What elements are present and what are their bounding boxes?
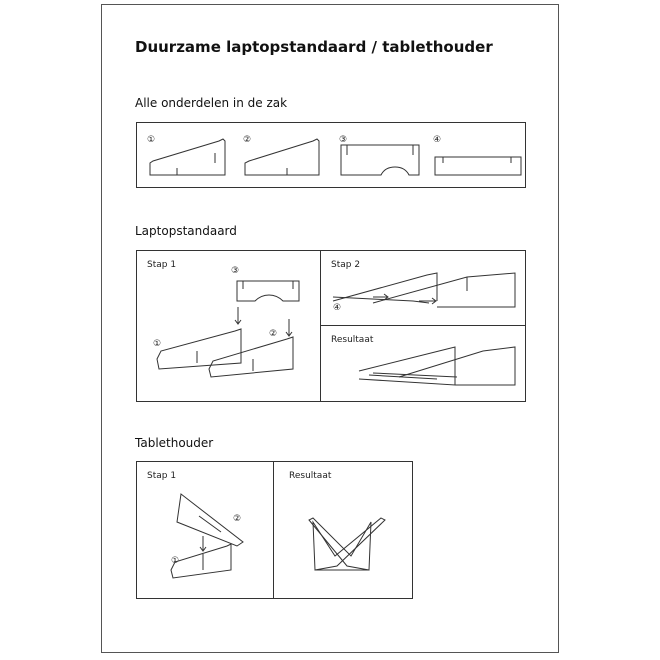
tablet-result-label: Resultaat — [289, 471, 332, 481]
tablet-marker-1: ① — [171, 556, 180, 566]
part-3-shape — [341, 145, 419, 175]
tablet-illustration — [137, 462, 414, 600]
part-4-shape — [435, 157, 521, 175]
parts-heading: Alle onderdelen in de zak — [135, 96, 288, 110]
tablet-marker-2: ② — [233, 514, 242, 524]
part-2-shape — [245, 139, 319, 175]
laptop-panel — [136, 250, 526, 402]
part-number-2: ② — [243, 135, 252, 145]
page-title: Duurzame laptopstandaard / tablethouder — [135, 38, 493, 56]
parts-panel — [136, 122, 526, 188]
part-1-shape — [150, 139, 225, 175]
laptop-step1-label: Stap 1 — [147, 260, 177, 270]
laptop-marker-1: ① — [153, 339, 162, 349]
laptop-result-label: Resultaat — [331, 335, 374, 345]
laptop-illustration — [137, 251, 527, 403]
tablet-step1-label: Stap 1 — [147, 471, 177, 481]
tablet-heading: Tablethouder — [135, 436, 214, 450]
laptop-marker-3: ③ — [231, 266, 240, 276]
laptop-marker-2: ② — [269, 329, 278, 339]
part-number-1: ① — [147, 135, 156, 145]
part-number-4: ④ — [433, 135, 442, 145]
laptop-heading: Laptopstandaard — [135, 224, 237, 238]
parts-illustration — [137, 123, 527, 189]
laptop-step2-label: Stap 2 — [331, 260, 361, 270]
tablet-panel — [136, 461, 413, 599]
part-number-3: ③ — [339, 135, 348, 145]
laptop-marker-4: ④ — [333, 303, 342, 313]
